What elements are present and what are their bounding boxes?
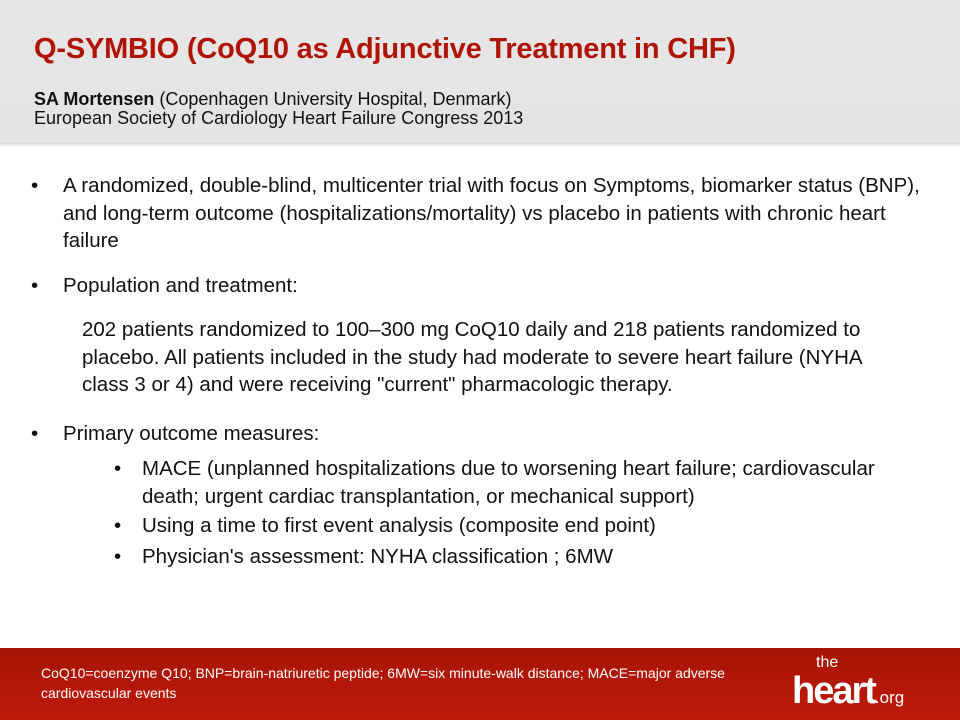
bullet-icon: •: [31, 273, 39, 297]
presenter-info: [34, 90, 523, 128]
subbullet-mace: [114, 455, 922, 510]
bullet-text: A randomized, double-blind, multicenter trial with focus on Symptoms, biomarker status (BNP), and long-term outcome (hospitalizations/mortality) vs placebo in patients with chronic heart failure: [63, 174, 920, 252]
bullet-icon: •: [114, 544, 122, 568]
subbullet-text: MACE (unplanned hospitalizations due to worsening heart failure; cardiovascular death; urgent cardiac transplantation, or mechanical support): [142, 457, 875, 508]
bullet-icon: •: [31, 421, 39, 445]
subbullet-text: Using a time to first event analysis (composite end point): [142, 514, 656, 537]
bullet-trial-design: [31, 172, 923, 255]
slide-footer: [0, 648, 960, 720]
logo-org: .org: [874, 688, 905, 707]
bullet-primary-outcomes: [31, 420, 923, 448]
bullet-population: [31, 272, 923, 300]
slide-header: [0, 0, 960, 143]
bullet-icon: •: [31, 174, 39, 197]
congress-name: European Society of Cardiology Heart Failure Congress 2013: [34, 108, 524, 128]
bullet-icon: •: [114, 514, 122, 537]
subbullet-physician-assessment: [114, 543, 922, 571]
theheart-org-logo: [792, 654, 957, 711]
slide-title: Q-SYMBIO (CoQ10 as Adjunctive Treatment in CHF): [34, 33, 736, 65]
logo-wordmark: [792, 671, 957, 711]
logo-heart: heart: [792, 670, 875, 712]
bullet-icon: •: [114, 457, 122, 480]
population-paragraph: 202 patients randomized to 100–300 mg CoQ10 daily and 218 patients randomized to placebo. All patients included in the study had moderate to severe heart failure (NYHA class 3 or 4) and were receiving "current" pharmacologic therapy.: [82, 318, 862, 396]
logo-the: the: [816, 654, 839, 671]
bullet-text: Population and treatment:: [63, 273, 298, 297]
presenter-name: SA Mortensen: [34, 89, 155, 109]
subbullet-time-to-event: [114, 512, 922, 540]
abbreviations-footnote: CoQ10=coenzyme Q10; BNP=brain-natriuretic peptide; 6MW=six minute-walk distance; MACE=major adverse cardiovascular events: [41, 665, 725, 701]
presenter-affiliation: (Copenhagen University Hospital, Denmark): [154, 89, 512, 109]
bullet-text: Primary outcome measures:: [63, 421, 320, 445]
subbullet-text: Physician's assessment: NYHA classification ; 6MW: [142, 544, 614, 568]
slide-body: [0, 172, 960, 570]
